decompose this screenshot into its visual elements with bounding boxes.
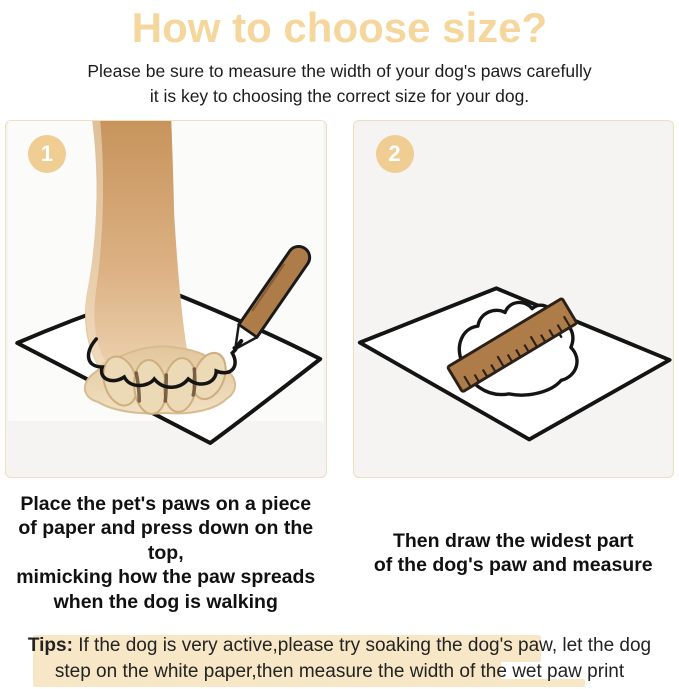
step-2-badge: 2 — [376, 135, 414, 173]
tips-label: Tips: — [27, 634, 73, 656]
step-2-caption — [353, 529, 675, 578]
tips-note — [0, 629, 679, 689]
step-2-caption-line: of the dog's paw and measure — [373, 554, 653, 577]
step-2-illustration — [354, 121, 674, 477]
tips-line-2: step on the white paper,then measure the width of the wet paw print — [54, 660, 625, 682]
step-1-caption-line: when the dog is walking — [53, 590, 278, 613]
captions-row — [0, 492, 679, 615]
step-1-caption-line: mimicking how the paw spreads — [16, 566, 316, 589]
page-title: How to choose size? — [131, 4, 548, 51]
subtitle-line-2: it is key to choosing the correct size for your dog. — [149, 85, 530, 106]
step-1-caption-line: Place the pet's paws on a piece — [20, 492, 312, 515]
tips-line-1: If the dog is very active,please try soaking the dog's paw, let the dog — [78, 634, 652, 656]
step-2-panel — [353, 120, 675, 478]
subtitle-line-1: Please be sure to measure the width of your dog's paws carefully — [87, 61, 592, 81]
step-1-illustration — [6, 121, 326, 477]
page-subtitle — [0, 59, 679, 109]
step-1-caption — [5, 492, 327, 615]
step-1-panel — [5, 120, 327, 478]
step-1-caption-line: of paper and press down on the top, — [18, 517, 314, 564]
step-1-badge: 1 — [28, 135, 66, 173]
steps-row — [0, 120, 679, 478]
step-2-caption-line: Then draw the widest part — [392, 529, 634, 552]
tips-text — [0, 629, 679, 685]
size-guide-infographic — [0, 4, 679, 682]
